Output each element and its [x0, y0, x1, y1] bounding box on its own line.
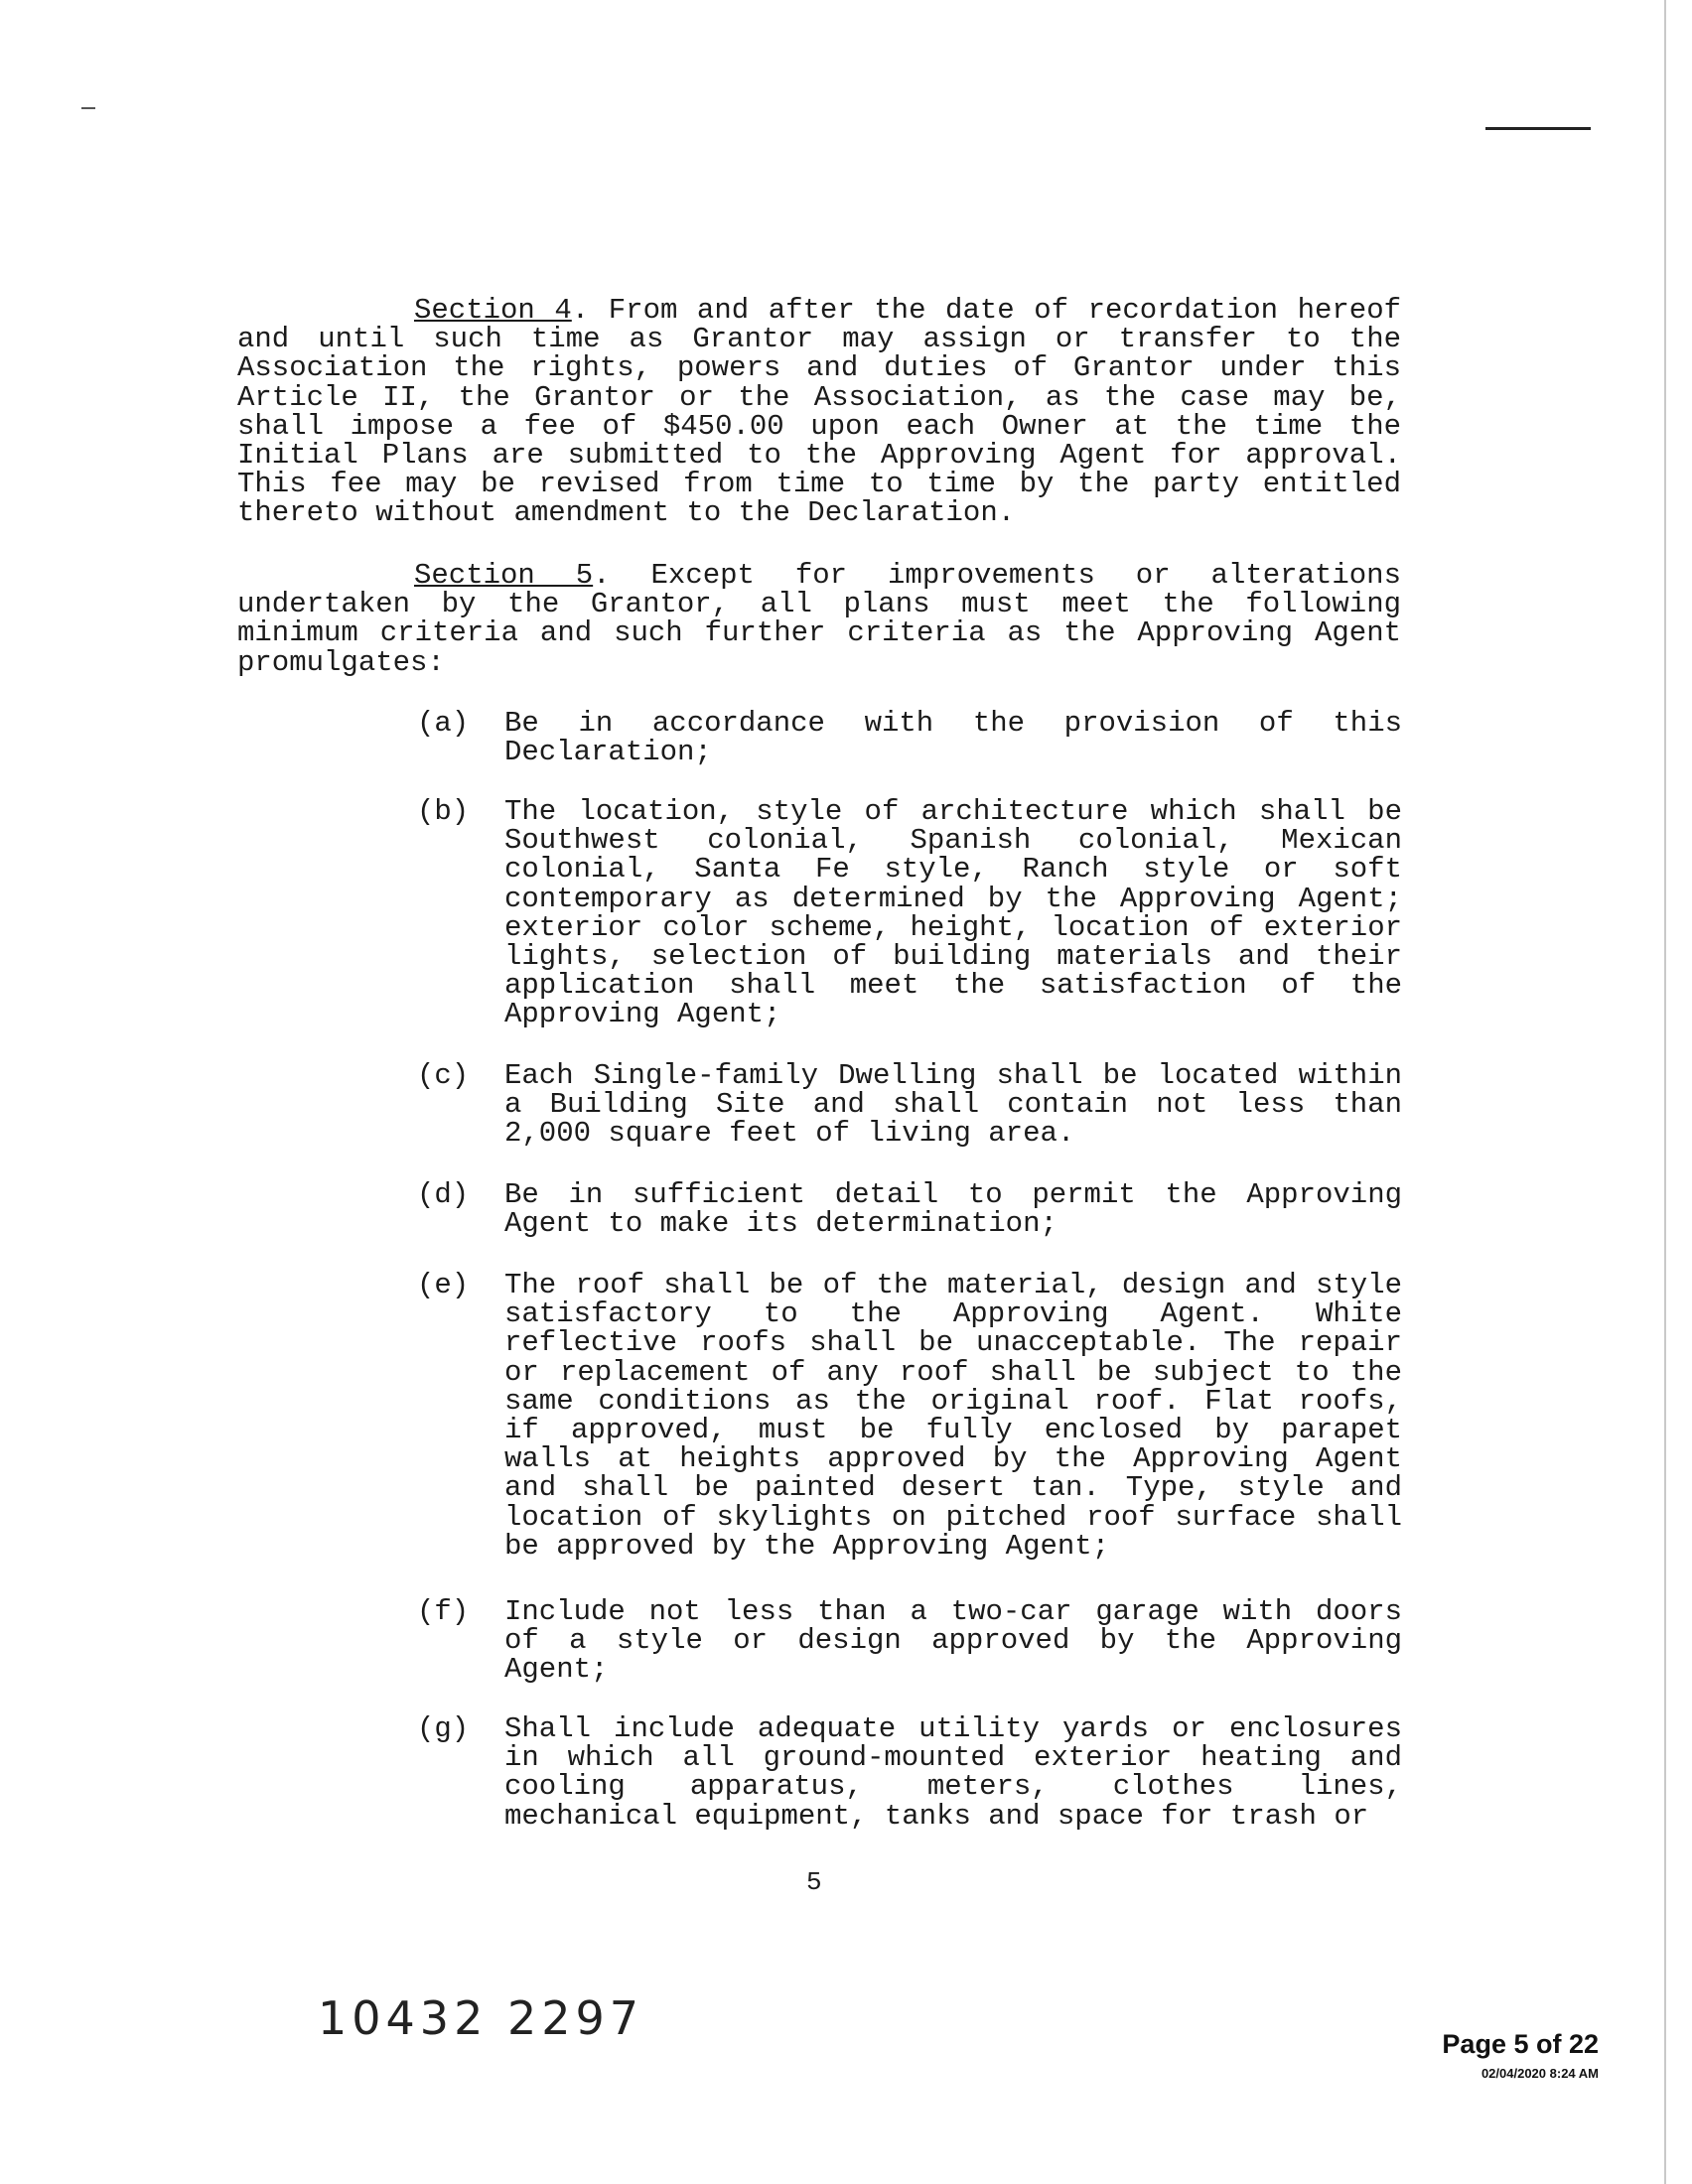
scan-mark — [81, 107, 95, 109]
criteria-item-a — [417, 707, 1402, 769]
criteria-letter: (b) — [417, 795, 470, 828]
criteria-item-b — [417, 797, 1402, 1029]
criteria-item-d — [417, 1178, 1402, 1241]
criteria-text: The location, style of architecture which shall be Southwest colonial, Spanish colonial, Mexican colonial, Santa Fe style, Ranch style or soft contemporary as determined by the Approving Agent; exterior color scheme, height, location of exterior lights, selection of building materials and their application shall meet the satisfaction of the Approving Agent; — [504, 795, 1402, 1031]
section-4-paragraph — [237, 296, 1401, 528]
recording-stamp-page: Page 5 of 22 — [1442, 2029, 1599, 2059]
criteria-letter: (c) — [417, 1059, 470, 1092]
recording-stamp-date: 02/04/2020 8:24 AM — [1480, 2066, 1599, 2081]
criteria-text: Shall include adequate utility yards or enclosures in which all ground-mounted exterior heating and cooling apparatus, meters, clothes lines, mechanical equipment, tanks and space for trash or — [504, 1712, 1402, 1833]
criteria-item-e — [417, 1271, 1402, 1561]
criteria-letter: (e) — [417, 1269, 470, 1301]
book-page-reference: 10432 2297 — [318, 1991, 644, 2045]
scan-edge-line — [1664, 0, 1666, 2184]
criteria-item-g — [417, 1714, 1402, 1831]
section-5-paragraph — [237, 561, 1401, 677]
criteria-text: Include not less than a two-car garage with doors of a style or design approved by the Approving Agent; — [504, 1595, 1402, 1687]
criteria-letter: (a) — [417, 707, 470, 740]
margin-rule — [1485, 127, 1591, 130]
criteria-letter: (d) — [417, 1178, 470, 1211]
criteria-item-c — [417, 1061, 1402, 1149]
section-4-body: . From and after the date of recordation hereof and until such time as Grantor may assign or transfer to the Association the rights, powers and duties of Grantor under this Article II, the Grantor or the Association, as the case may be, shall impose a fee of $450.00 upon each Owner at the time the Initial Plans are submitted to the Approving Agent for approval. This fee may be revised from time to time by the party entitled thereto without amendment to the Declaration. — [237, 294, 1401, 530]
criteria-letter: (f) — [417, 1595, 470, 1628]
criteria-text: The roof shall be of the material, design and style satisfactory to the Approving Agent. White reflective roofs shall be unacceptable. The repair or replacement of any roof shall be subject to the same conditions as the original roof. Flat roofs, if approved, must be fully enclosed by parapet walls at heights approved by the Approving Agent and shall be painted desert tan. Type, style and location of skylights on pitched roof surface shall be approved by the Approving Agent; — [504, 1269, 1402, 1563]
section-5-body: . Except for improvements or alterations undertaken by the Grantor, all plans must meet the following minimum criteria and such further criteria as the Approving Agent promulgates: — [237, 559, 1401, 679]
criteria-item-f — [417, 1597, 1402, 1685]
page-number: 5 — [806, 1867, 822, 1897]
criteria-text: Be in accordance with the provision of this Declaration; — [504, 707, 1402, 769]
criteria-letter: (g) — [417, 1712, 470, 1745]
criteria-text: Each Single-family Dwelling shall be located within a Building Site and shall contain not less than 2,000 square feet of living area. — [504, 1059, 1402, 1151]
section-4-heading: Section 4 — [414, 294, 572, 327]
criteria-text: Be in sufficient detail to permit the Approving Agent to make its determination; — [504, 1178, 1402, 1241]
section-5-heading: Section 5 — [414, 559, 594, 592]
